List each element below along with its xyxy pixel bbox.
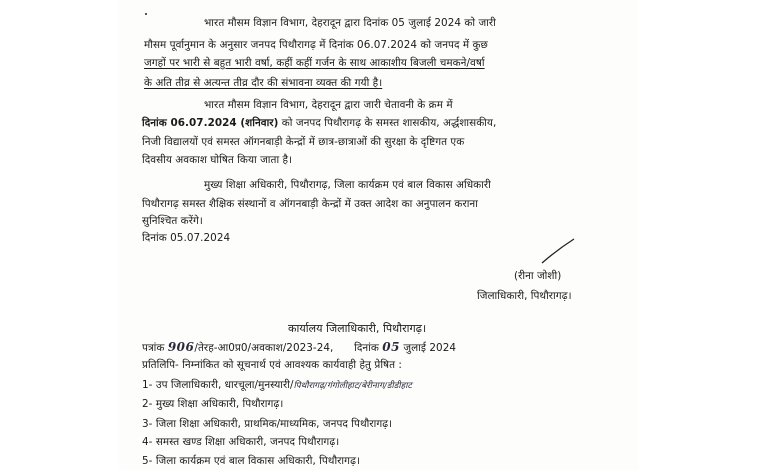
- signer-designation: जिलाधिकारी, पिथौरागढ़।: [477, 290, 572, 302]
- recipient-num: 3-: [142, 418, 153, 430]
- notice-para3-line3: सुनिश्चित करेंगे।: [142, 215, 203, 227]
- holiday-date: दिनांक 06.07.2024 (शनिवार): [142, 117, 279, 129]
- office-heading: कार्यालय जिलाधिकारी, पिथौरागढ़।: [288, 322, 427, 335]
- scan-speck: [145, 13, 147, 15]
- recipient-text: उप जिलाधिकारी, धारचूला/मुनस्यारी/: [155, 379, 294, 391]
- signer-name: (रीना जोशी): [514, 270, 562, 282]
- notice-para2-line2-rest: को जनपद पिथौरागढ़ के समस्त शासकीय, अर्द्धशासकीय,: [281, 117, 497, 129]
- ref-date-suffix: जुलाई 2024: [403, 342, 457, 354]
- recipient-text: जिला शिक्षा अधिकारी, प्राथमिक/माध्यमिक, जनपद पिथौरागढ़।: [155, 418, 393, 430]
- recipient-num: 5-: [142, 455, 153, 467]
- ref-date-day: 05: [382, 340, 400, 354]
- recipient-text: समस्त खण्ड शिक्षा अधिकारी, जनपद पिथौरागढ़।: [155, 436, 340, 448]
- recipient-num: 4-: [142, 436, 153, 448]
- recipient-item: [142, 397, 283, 411]
- signature-mark: [540, 236, 580, 266]
- notice-para2-line4: दिवसीय अवकाश घोषित किया जाता है।: [142, 154, 293, 166]
- recipient-handwritten: पिथौरागढ़/गंगोलीहाट/बेरीनाग/डीडीहाट: [293, 381, 412, 391]
- copy-line: प्रतिलिपि- निम्नांकित को सूचनार्थ एवं आवश्यक कार्यवाही हेतु प्रेषित :: [142, 359, 402, 371]
- notice-para1-line2: मौसम पूर्वानुमान के अनुसार जनपद पिथौरागढ़ में दिनांक 06.07.2024 को जनपद में कुछ: [144, 39, 488, 51]
- recipient-num: 1-: [142, 379, 153, 391]
- recipient-item: [142, 435, 339, 449]
- ref-date-prefix: दिनांक: [354, 342, 379, 354]
- recipient-text: मुख्य शिक्षा अधिकारी, पिथौरागढ़।: [155, 398, 284, 410]
- recipient-text: जिला कार्यक्रम एवं बाल विकास अधिकारी, पिथौरागढ़।: [155, 455, 360, 467]
- ref-body: /तेरह-आ0प्र0/अवकाश/2023-24,: [194, 342, 334, 354]
- ref-number: 906: [167, 340, 195, 354]
- document-page: [118, 0, 638, 470]
- ref-prefix: पत्रांक: [142, 342, 165, 354]
- notice-date: दिनांक 05.07.2024: [142, 232, 231, 244]
- notice-para2-line1: भारत मौसम विज्ञान विभाग, देहरादून द्वारा जारी चेतावनी के क्रम में: [204, 99, 453, 111]
- notice-para1-line4: के अति तीव्र से अत्यन्त तीव्र दौर की संभावना व्यक्त की गयी है।: [144, 77, 383, 89]
- notice-para1-line1: भारत मौसम विज्ञान विभाग, देहरादून द्वारा दिनांक 05 जुलाई 2024 को जारी: [204, 17, 496, 29]
- notice-para2-line3: निजी विद्यालयों एवं समस्त ऑगनबाड़ी केन्द्रों में छात्र-छात्राओं की सुरक्षा के दृष्टिगत एक: [142, 136, 465, 148]
- notice-para1-line3: जगहों पर भारी से बहुत भारी वर्षा, कहीं कहीं गर्जन के साथ आकाशीय बिजली चमकने/वर्षा: [144, 57, 485, 69]
- notice-para3-line1: मुख्य शिक्षा अधिकारी, पिथौरागढ़, जिला कार्यक्रम एवं बाल विकास अधिकारी: [204, 179, 491, 191]
- recipient-item: [142, 454, 360, 468]
- recipient-item: [142, 417, 392, 431]
- notice-para2-line2: [142, 116, 496, 130]
- recipient-item: [142, 378, 412, 393]
- recipient-num: 2-: [142, 398, 153, 410]
- reference-line: [142, 340, 456, 355]
- notice-para3-line2: पिथौरागढ़ समस्त शैक्षिक संस्थानों व ऑगनबाड़ी केन्द्रों में उक्त आदेश का अनुपालन कराना: [142, 198, 478, 210]
